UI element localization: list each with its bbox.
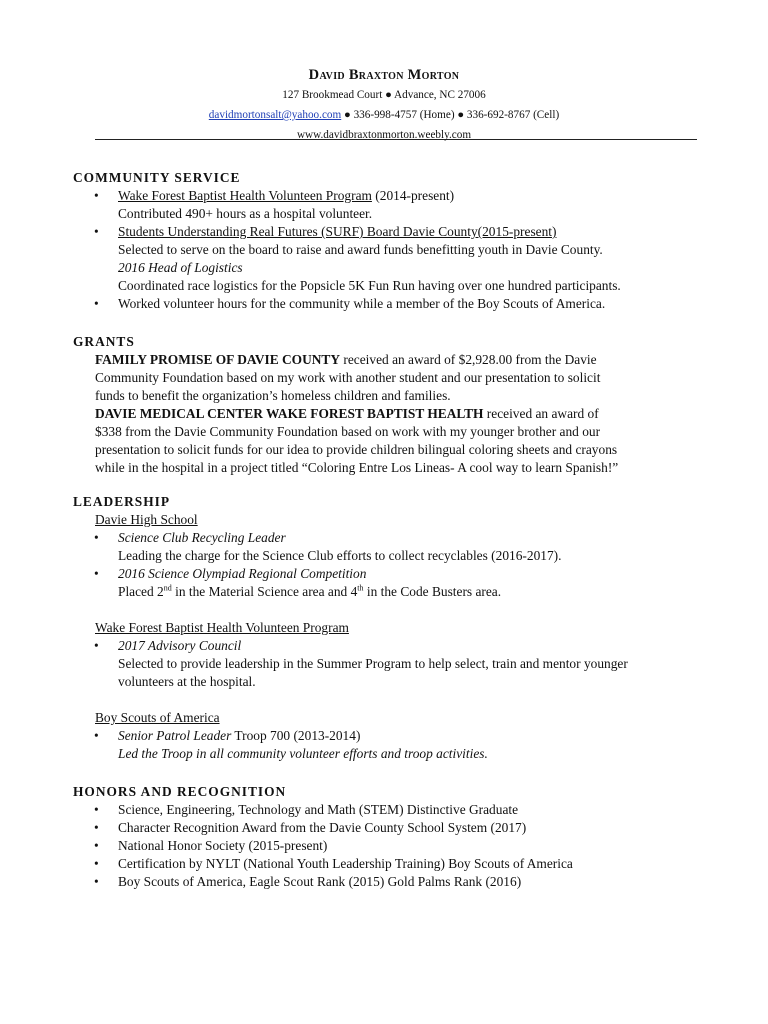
phone-numbers: ● 336-998-4757 (Home) ● 336-692-8767 (Cell) <box>341 109 560 121</box>
section-title: GRANTS <box>73 334 135 349</box>
resume-header <box>0 66 768 145</box>
org-heading: Davie High School <box>95 512 198 527</box>
grant-text: presentation to solicit funds for our idea to provide children bilingual coloring sheets and crayons <box>95 442 618 457</box>
item-description: Selected to provide leadership in the Summer Program to help select, train and mentor younger <box>118 656 628 671</box>
grant-name: DAVIE MEDICAL CENTER WAKE FOREST BAPTIST HEALTH <box>95 406 484 421</box>
role-detail: Troop 700 (2013-2014) <box>231 728 361 743</box>
org-name: Students Understanding Real Futures (SURF) Board Davie County(2015-present) <box>118 224 557 239</box>
org-heading: Wake Forest Baptist Health Volunteen Program <box>95 620 349 635</box>
applicant-name: David Braxton Morton <box>308 67 460 83</box>
list-item: • National Honor Society (2015-present) <box>73 837 703 855</box>
website-line: www.davidbraxtonmorton.weebly.com <box>296 129 472 141</box>
item-description: Leading the charge for the Science Club efforts to collect recyclables (2016-2017). <box>118 548 562 563</box>
desc-part: Placed 2 <box>118 584 164 599</box>
grant-text: received an award of <box>483 406 599 421</box>
list-item: • Boy Scouts of America, Eagle Scout Rank (2015) Gold Palms Rank (2016) <box>73 873 703 891</box>
list-item <box>73 565 703 601</box>
list-item <box>73 727 703 763</box>
desc-part: in the Code Busters area. <box>363 584 502 599</box>
section-title: HONORS AND RECOGNITION <box>73 784 287 799</box>
list-item: • Science, Engineering, Technology and Math (STEM) Distinctive Graduate <box>73 801 703 819</box>
org-heading: Boy Scouts of America <box>95 710 220 725</box>
community-service-section <box>73 169 703 313</box>
contact-line <box>0 105 768 125</box>
section-title: COMMUNITY SERVICE <box>73 170 241 185</box>
leadership-list <box>73 637 703 691</box>
honors-list <box>73 801 703 891</box>
grants-section <box>73 333 703 477</box>
item-description <box>118 584 501 599</box>
list-item: • Character Recognition Award from the Davie County School System (2017) <box>73 819 703 837</box>
grant-text: Community Foundation based on my work with another student and our presentation to solicit <box>95 370 601 385</box>
role-title: Senior Patrol Leader <box>118 728 232 743</box>
list-item <box>73 529 703 565</box>
header-divider <box>95 139 697 140</box>
list-item <box>73 637 703 691</box>
leadership-list <box>73 727 703 763</box>
role-title: 2016 Head of Logistics <box>118 260 243 275</box>
list-item <box>73 187 703 223</box>
community-list <box>73 187 703 313</box>
item-description: volunteers at the hospital. <box>118 674 256 689</box>
list-item <box>73 223 703 295</box>
org-dates: (2014-present) <box>371 188 455 203</box>
section-title: LEADERSHIP <box>73 494 171 509</box>
ordinal-suffix: th <box>357 583 364 593</box>
grant-text: received an award of $2,928.00 from the Davie <box>340 352 597 367</box>
org-name: Wake Forest Baptist Health Volunteen Program <box>118 188 372 203</box>
grant-name: FAMILY PROMISE OF DAVIE COUNTY <box>95 352 341 367</box>
email-link[interactable]: davidmortonsalt@yahoo.com <box>208 109 342 121</box>
role-title: 2016 Science Olympiad Regional Competition <box>118 566 367 581</box>
ordinal-suffix: nd <box>163 583 172 593</box>
role-title: 2017 Advisory Council <box>118 638 242 653</box>
leadership-list <box>73 529 703 601</box>
item-description: Led the Troop in all community volunteer efforts and troop activities. <box>118 746 488 761</box>
grant-entry <box>73 405 703 477</box>
item-description: Coordinated race logistics for the Popsicle 5K Fun Run having over one hundred participants. <box>118 278 621 293</box>
list-item: • Certification by NYLT (National Youth Leadership Training) Boy Scouts of America <box>73 855 703 873</box>
leadership-section <box>73 493 703 763</box>
item-description: Contributed 490+ hours as a hospital volunteer. <box>118 206 373 221</box>
grant-text: while in the hospital in a project titled “Coloring Entre Los Lineas- A cool way to learn Spanish!” <box>95 460 619 475</box>
role-title: Science Club Recycling Leader <box>118 530 286 545</box>
address-line: 127 Brookmead Court ● Advance, NC 27006 <box>282 89 486 101</box>
grant-entry <box>73 351 703 405</box>
desc-part: in the Material Science area and 4 <box>171 584 358 599</box>
list-item: • Worked volunteer hours for the community while a member of the Boy Scouts of America. <box>73 295 703 313</box>
grant-text: funds to benefit the organization’s homeless children and families. <box>95 388 451 403</box>
honors-section <box>73 783 703 891</box>
grant-text: $338 from the Davie Community Foundation based on work with my younger brother and our <box>95 424 601 439</box>
item-description: Selected to serve on the board to raise and award funds benefitting youth in Davie County. <box>118 242 603 257</box>
